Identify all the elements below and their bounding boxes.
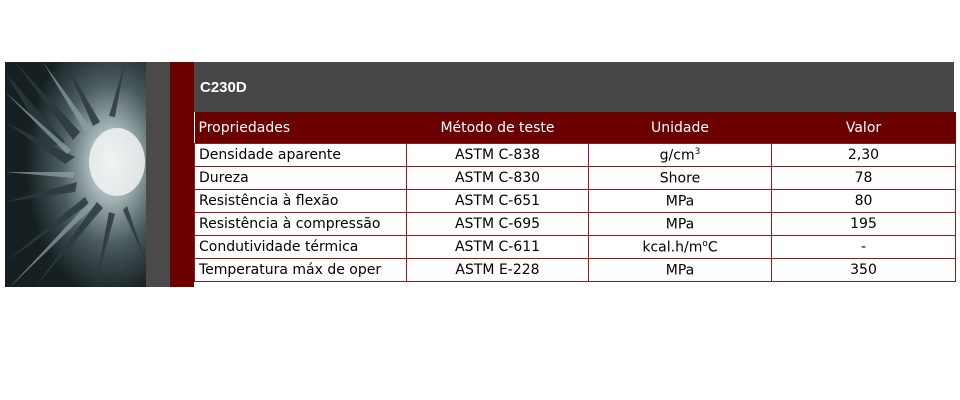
unit-base: MPa	[665, 193, 695, 210]
cell-unit	[589, 167, 772, 190]
header-method: Método de teste	[407, 112, 589, 144]
header-property: Propriedades	[195, 112, 407, 144]
cell-property: Condutividade térmica	[195, 236, 407, 259]
cell-unit	[589, 190, 772, 213]
cell-value: 195	[772, 213, 956, 236]
unit-superscript: 3	[694, 146, 701, 157]
banner-image	[5, 62, 146, 287]
unit-base: MPa	[665, 262, 695, 279]
header-unit: Unidade	[589, 112, 772, 144]
cell-unit	[589, 213, 772, 236]
table-row	[195, 236, 956, 259]
cell-property: Resistência à flexão	[195, 190, 407, 213]
cell-property: Temperatura máx de oper	[195, 259, 407, 282]
cell-method: ASTM E-228	[407, 259, 589, 282]
table-header-row	[195, 112, 956, 144]
cell-method: ASTM C-651	[407, 190, 589, 213]
banner-divider	[146, 62, 170, 287]
cell-property: Dureza	[195, 167, 407, 190]
properties-table	[194, 112, 956, 282]
cell-unit	[589, 259, 772, 282]
table-row	[195, 167, 956, 190]
unit-base: Shore	[659, 170, 701, 187]
table-row	[195, 213, 956, 236]
unit-base: kcal.h/m	[642, 239, 703, 256]
cell-unit	[589, 236, 772, 259]
cell-method: ASTM C-695	[407, 213, 589, 236]
unit-base: g/cm	[659, 147, 695, 164]
cell-value: 2,30	[772, 144, 956, 167]
title-bar	[194, 62, 954, 112]
cell-value: 350	[772, 259, 956, 282]
cell-value: -	[772, 236, 956, 259]
cell-value: 78	[772, 167, 956, 190]
cell-property: Densidade aparente	[195, 144, 407, 167]
table-row	[195, 190, 956, 213]
cell-value: 80	[772, 190, 956, 213]
unit-superscript: o	[702, 238, 708, 249]
table-row	[195, 259, 956, 282]
header-value: Valor	[772, 112, 956, 144]
accent-bar	[170, 62, 194, 287]
cell-method: ASTM C-838	[407, 144, 589, 167]
cell-method: ASTM C-830	[407, 167, 589, 190]
cell-property: Resistência à compressão	[195, 213, 407, 236]
cell-unit	[589, 144, 772, 167]
table-row	[195, 144, 956, 167]
unit-tail: C	[707, 239, 718, 256]
product-title: C230D	[200, 79, 247, 96]
cell-method: ASTM C-611	[407, 236, 589, 259]
unit-base: MPa	[665, 216, 695, 233]
